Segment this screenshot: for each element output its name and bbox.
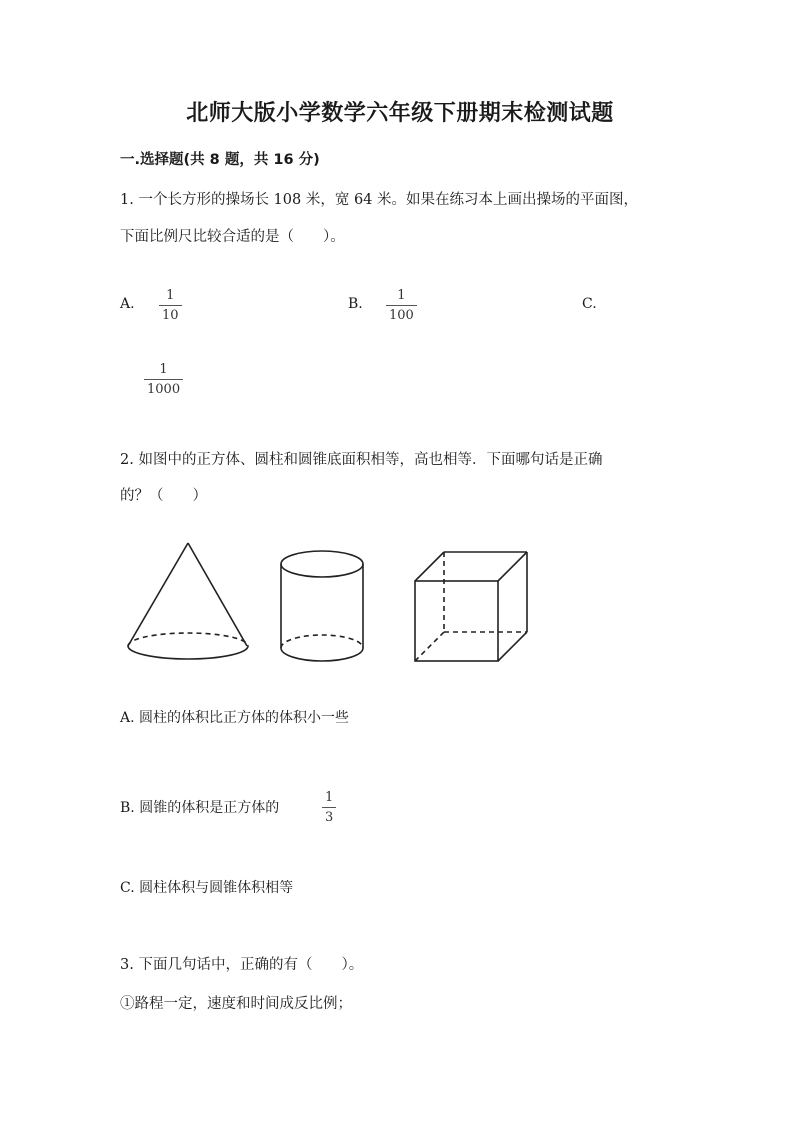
cylinder-figure [281,551,363,661]
fraction-numerator: 1 [166,288,175,303]
fraction-numerator: 1 [397,288,406,303]
fraction-numerator: 1 [159,362,168,377]
fraction-denominator: 1000 [147,382,181,397]
page-title: 北师大版小学数学六年级下册期末检测试题 [186,101,614,126]
q2-option-c: C. 圆柱体积与圆锥体积相等 [120,880,294,896]
q1-option-c-label: C. [582,296,597,312]
fraction-denominator: 100 [389,308,414,323]
q3-item-1: ①路程一定，速度和时间成反比例； [120,996,352,1012]
q2-option-a: A. 圆柱的体积比正方体的体积小一些 [120,710,350,726]
q1-option-b-label: B. [348,296,363,312]
section-heading: 一.选择题(共 8 题，共 16 分) [120,152,320,168]
q1-option-c-fraction [144,363,183,396]
cube-figure [415,552,527,661]
fraction-numerator: 1 [325,790,334,805]
q3-text-line-1: 3. 下面几句话中，正确的有（ ）。 [120,957,364,973]
q2-text-line-2: 的？（ ） [120,488,207,504]
geometry-figures [118,535,538,670]
fraction-denominator: 3 [325,810,334,825]
q1-text-line-2: 下面比例尺比较合适的是（ ）。 [120,229,345,245]
q2-text-line-1: 2. 如图中的正方体、圆柱和圆锥底面积相等，高也相等．下面哪句话是正确 [120,452,603,468]
q1-option-a-label: A. [120,296,135,312]
q1-option-b-fraction [386,289,417,322]
fraction-denominator: 10 [162,308,179,323]
q2-option-b-fraction [322,791,336,824]
q2-option-b: B. 圆锥的体积是正方体的 [120,800,280,816]
q1-text-line-1: 1. 一个长方形的操场长 108 米，宽 64 米。如果在练习本上画出操场的平面图， [120,192,639,208]
q1-option-a-fraction [159,289,182,322]
cone-figure [128,543,248,659]
